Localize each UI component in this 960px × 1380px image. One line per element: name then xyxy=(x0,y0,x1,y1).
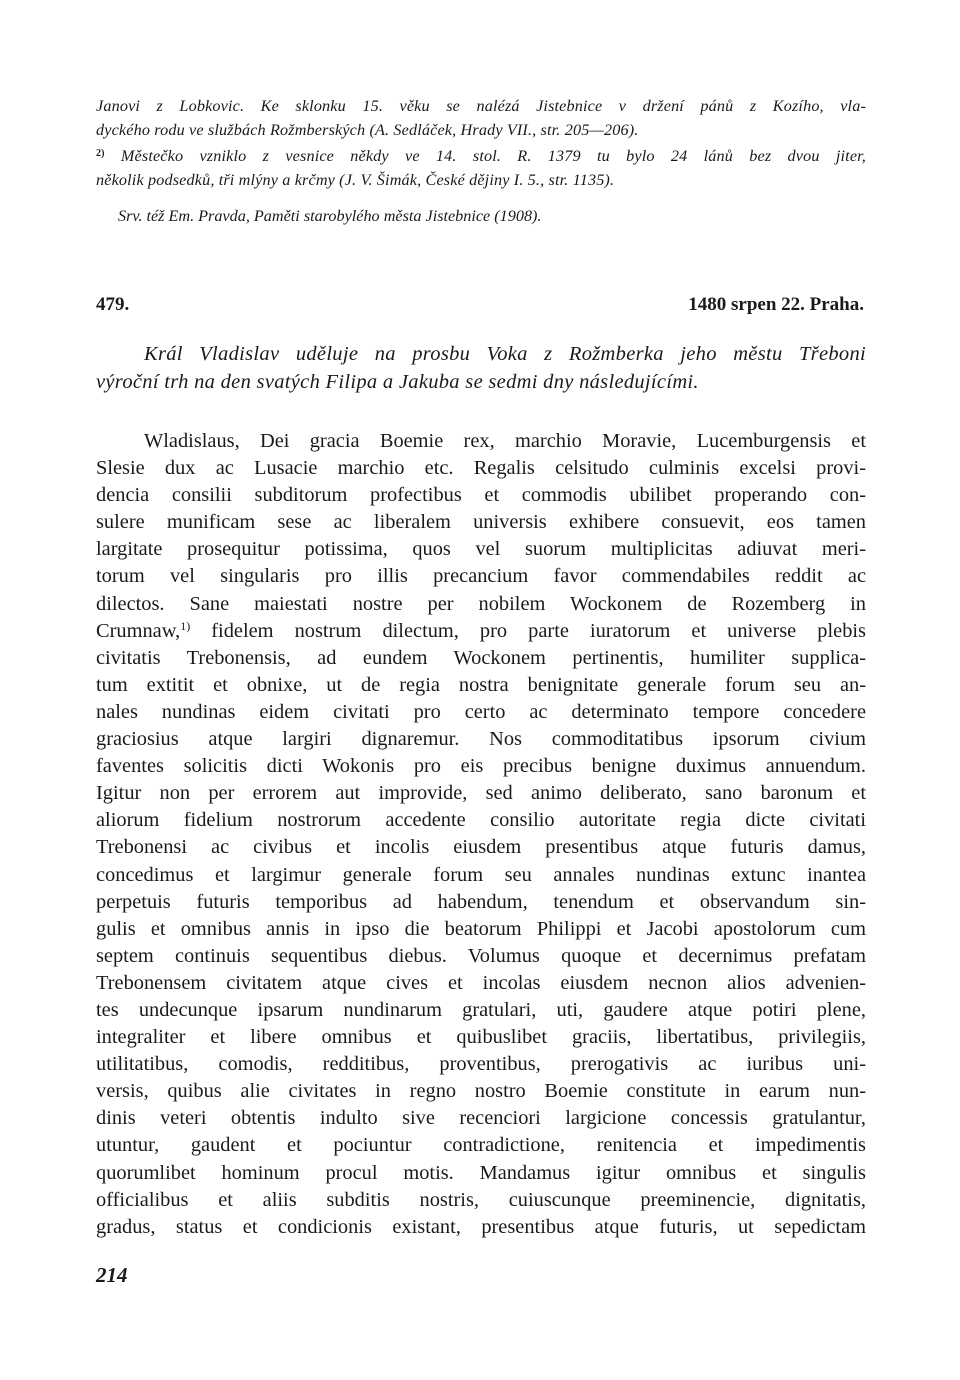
body-line: aliorum fidelium nostrorum accedente consilio autoritate regia dicte civitati xyxy=(96,809,866,832)
body-line: Igitur non per errorem aut improvide, sed animo deliberato, sano baronum et xyxy=(96,782,866,805)
footnote-line: Janovi z Lobkovic. Ke sklonku 15. věku se nalézá Jistebnice v držení pánů z Kozího, vla- xyxy=(96,97,866,115)
regest-line: Král Vladislav uděluje na prosbu Voka z Rožmberka jeho městu Třeboni xyxy=(144,343,866,365)
footnote-line: dyckého rodu ve službách Rožmberských (A. Sedláček, Hrady VII., str. 205—206). xyxy=(96,120,639,139)
body-line: tes undecunque ipsarum nundinarum gratulari, uti, gaudere atque potiri plene, xyxy=(96,998,866,1021)
body-line: utilitatibus, comodis, redditibus, proventibus, prerogativis ac iuribus uni- xyxy=(96,1053,866,1076)
body-line: tum extitit et obnixe, ut de regia nostra benignitate generale forum seu an- xyxy=(96,673,866,696)
body-line: graciosius atque largiri dignaremur. Nos commoditatibus ipsorum civium xyxy=(96,728,866,751)
footnote-marker: 2) xyxy=(96,148,105,159)
body-line: quorumlibet hominum procul motis. Mandamus igitur omnibus et singulis xyxy=(96,1161,866,1184)
body-line: civitatis Trebonensis, ad eundem Wockonem pertinentis, humiliter supplica- xyxy=(96,646,866,669)
body-line: dinis veteri obtentis indulto sive recenciori largicione concessis gratulantur, xyxy=(96,1107,866,1130)
body-line: faventes solicitis dicti Wokonis pro eis precibus benigne duximus annuendum. xyxy=(96,755,866,778)
body-line-text: Crumnaw, xyxy=(96,619,181,642)
body-line: dencia consilii subditorum profectibus et commodis ubilibet properando con- xyxy=(96,484,866,507)
body-line: dilectos. Sane maiestati nostre per nobilem Wockonem de Rozemberg in xyxy=(96,592,866,615)
body-line: versis, quibus alie civitates in regno nostro Boemie constitute in earum nun- xyxy=(96,1080,866,1103)
document-date-place: 1480 srpen 22. Praha. xyxy=(688,294,864,315)
body-line: sulere munificam sese ac liberalem universis exhibere consuevit, eos tamen xyxy=(96,511,866,534)
body-line-text: fidelem nostrum dilectum, pro parte iuratorum et universe plebis xyxy=(211,619,866,642)
footnote-line xyxy=(96,142,866,169)
footnote-reference: 1) xyxy=(180,618,191,633)
body-line: Trebonensi ac civibus et incolis eiusdem presentibus atque futuris damus, xyxy=(96,836,866,859)
see-also-note: Srv. též Em. Pravda, Paměti starobylého města Jistebnice (1908). xyxy=(118,207,542,225)
body-line: gulis et omnibus annis in ipso die beatorum Philippi et Jacobi apostolorum cum xyxy=(96,917,866,940)
body-line: Slesie dux ac Lusacie marchio etc. Regalis celsitudo culminis excelsi provi- xyxy=(96,457,866,480)
body-line: perpetuis futuris temporibus ad habendum, tenendum et observandum sin- xyxy=(96,890,866,913)
body-line: Trebonensem civitatem atque cives et incolas eiusdem necnon alios advenien- xyxy=(96,971,866,994)
body-line: largitate prosequitur potissima, quos vel suorum multiplicitas adiuvat meri- xyxy=(96,538,866,561)
footnote-line: několik podsedků, tři mlýny a krčmy (J. V. Šimák, České dějiny I. 5., str. 1135). xyxy=(96,170,615,189)
footnote-text: Městečko vzniklo z vesnice někdy ve 14. stol. R. 1379 tu bylo 24 lánů bez dvou jiter, xyxy=(120,147,867,165)
regest-line: výroční trh na den svatých Filipa a Jakuba se sedmi dny následujícími. xyxy=(96,371,699,393)
body-line: integraliter et libere omnibus et quibuslibet graciis, libertatibus, privilegiis, xyxy=(96,1026,866,1049)
body-line: nales nundinas eidem civitati pro certo ac determinato tempore concedere xyxy=(96,700,866,723)
body-line: septem continuis sequentibus diebus. Volumus quoque et decernimus prefatam xyxy=(96,944,866,967)
body-line: officialibus et aliis subditis nostris, cuiuscunque preeminencie, dignitatis, xyxy=(96,1188,866,1211)
body-line: utuntur, gaudent et pociuntur contradictione, renitencia et impedimentis xyxy=(96,1134,866,1157)
body-line: torum vel singularis pro illis precancium favor commendabiles reddit ac xyxy=(96,565,866,588)
body-line: Wladislaus, Dei gracia Boemie rex, marchio Moravie, Lucemburgensis et xyxy=(144,430,866,452)
footnotes xyxy=(96,95,866,192)
regest xyxy=(96,340,866,396)
body-line: gradus, status et condicionis existant, presentibus atque futuris, ut sepedictam xyxy=(96,1215,866,1238)
body-line xyxy=(96,618,866,645)
document-body xyxy=(96,428,866,1241)
body-line: concedimus et largimur generale forum seu annales nundinas extunc inantea xyxy=(96,863,866,886)
document-number: 479. xyxy=(96,294,130,315)
page-number: 214 xyxy=(96,1263,128,1287)
